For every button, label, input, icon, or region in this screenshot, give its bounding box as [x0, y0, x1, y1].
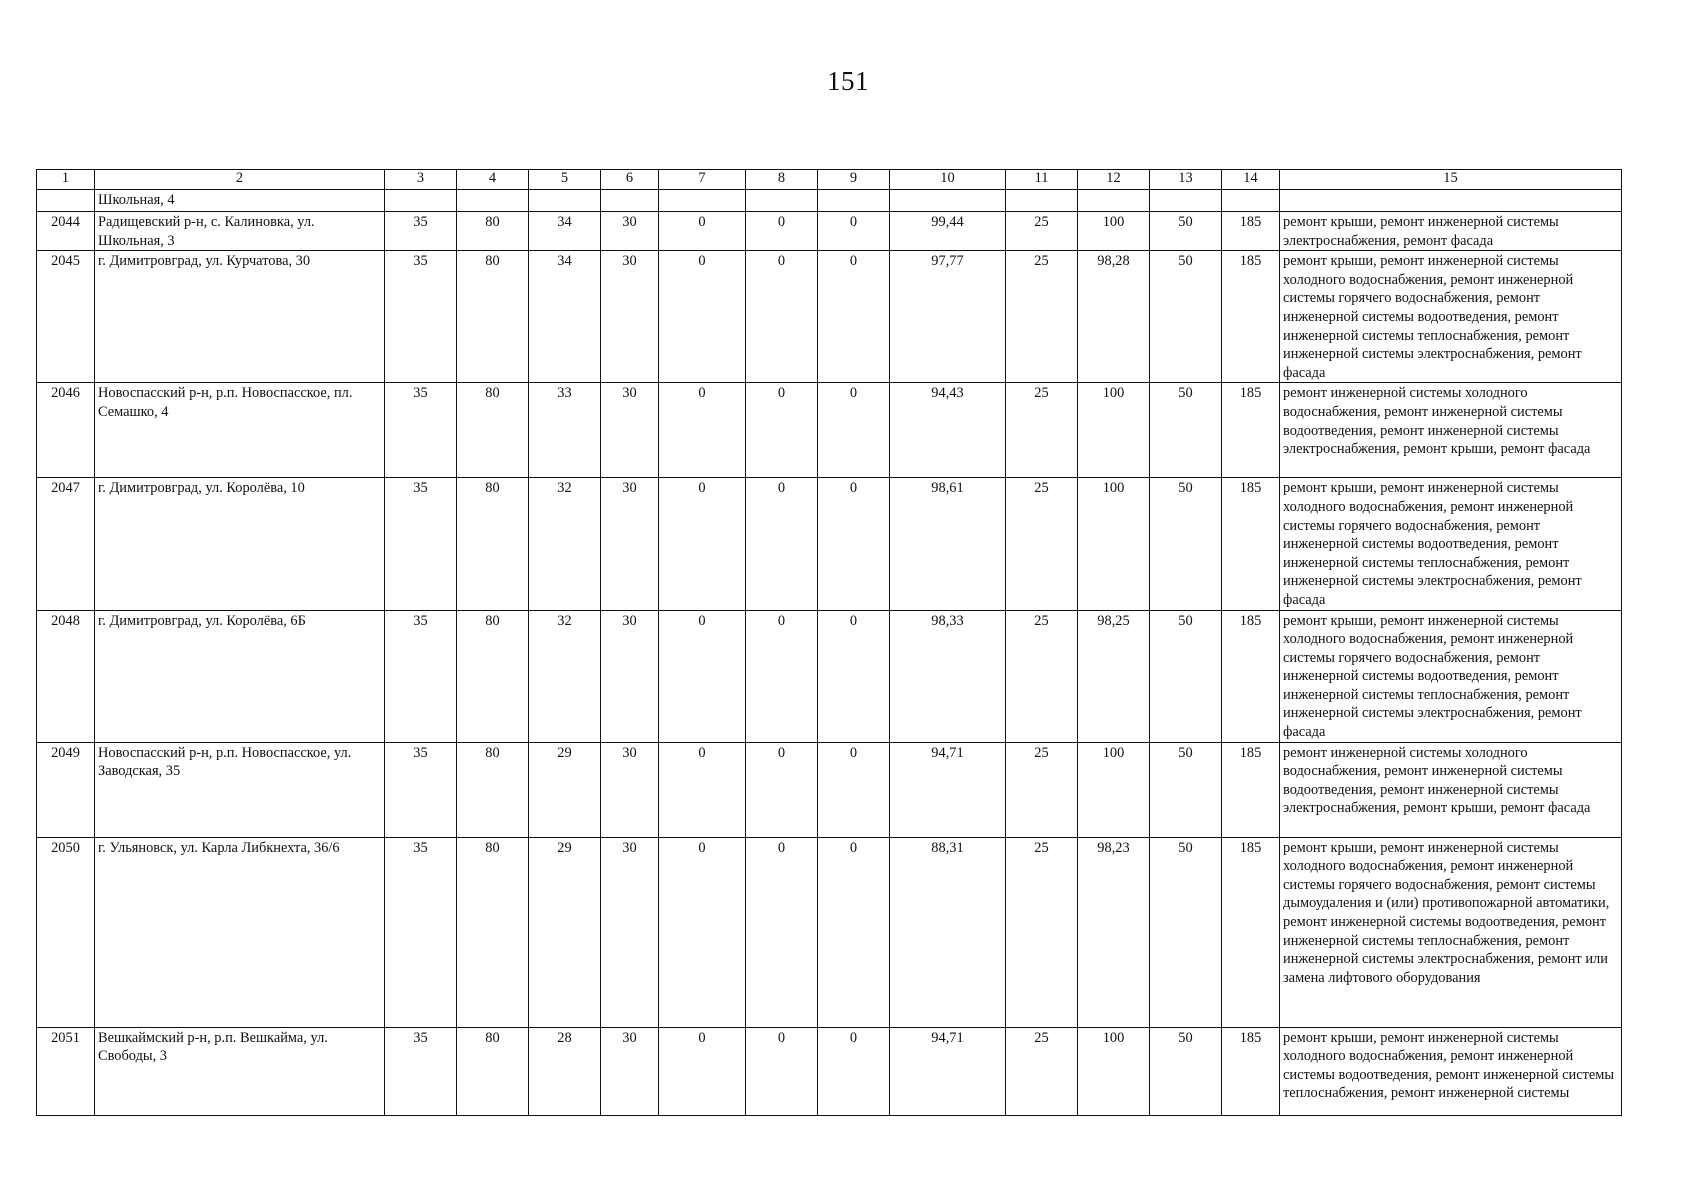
- cell-c5: 34: [529, 212, 601, 251]
- cell-works: ремонт инженерной системы холодного водоснабжения, ремонт инженерной системы водоотведения, ремонт инженерной системы электроснабжения, ремонт крыши, ремонт фасада: [1280, 383, 1622, 478]
- cell-c13: 50: [1150, 478, 1222, 610]
- cell-c3: 35: [385, 251, 457, 383]
- cell-c7: 0: [659, 1027, 746, 1115]
- cell-c13: 50: [1150, 837, 1222, 1027]
- cell-c7: 0: [659, 383, 746, 478]
- cell-c4: 80: [457, 742, 529, 837]
- cell-c5: 28: [529, 1027, 601, 1115]
- cell-c6: 30: [601, 478, 659, 610]
- cell-c7: 0: [659, 610, 746, 742]
- cell-c11: 25: [1006, 212, 1078, 251]
- cell-c6: 30: [601, 1027, 659, 1115]
- cell-c11: 25: [1006, 478, 1078, 610]
- cell-c14: 185: [1222, 212, 1280, 251]
- cell-c7: 0: [659, 251, 746, 383]
- housing-repair-table: [36, 169, 1622, 1116]
- table-row: [37, 742, 1622, 837]
- cell-c8: 0: [746, 610, 818, 742]
- cell-c9: 0: [818, 251, 890, 383]
- cell-c12: 100: [1078, 212, 1150, 251]
- cell-c14: 185: [1222, 1027, 1280, 1115]
- cell-c7: 0: [659, 212, 746, 251]
- column-number-5: 5: [529, 170, 601, 190]
- column-number-13: 13: [1150, 170, 1222, 190]
- cell-c5: 32: [529, 610, 601, 742]
- cell-c14: 185: [1222, 251, 1280, 383]
- cell-c14: 185: [1222, 478, 1280, 610]
- cell-c10: 97,77: [890, 251, 1006, 383]
- cell-id: 2048: [37, 610, 95, 742]
- cell-id: 2047: [37, 478, 95, 610]
- cell-c6: 30: [601, 742, 659, 837]
- cell-c7: 0: [659, 837, 746, 1027]
- cell-c10: 94,71: [890, 742, 1006, 837]
- cell-address: г. Ульяновск, ул. Карла Либкнехта, 36/6: [95, 837, 385, 1027]
- cell-c3: 35: [385, 837, 457, 1027]
- cell-works: ремонт крыши, ремонт инженерной системы холодного водоснабжения, ремонт инженерной системы горячего водоснабжения, ремонт системы дымоудаления и (или) противопожарной автоматики, ремонт инженерной системы водоотведения, ремонт инженерной системы теплоснабжения, ремонт инженерной системы электроснабжения, ремонт или замена лифтового оборудования: [1280, 837, 1622, 1027]
- cell-c14: 185: [1222, 742, 1280, 837]
- cell-c8: 0: [746, 478, 818, 610]
- cell-c5: 33: [529, 383, 601, 478]
- column-number-1: 1: [37, 170, 95, 190]
- cell-works: ремонт крыши, ремонт инженерной системы холодного водоснабжения, ремонт инженерной системы горячего водоснабжения, ремонт инженерной системы водоотведения, ремонт инженерной системы теплоснабжения, ремонт инженерной системы электроснабжения, ремонт фасада: [1280, 610, 1622, 742]
- cell-c11: 25: [1006, 742, 1078, 837]
- cell-c12: 100: [1078, 1027, 1150, 1115]
- cell-c10: 94,71: [890, 1027, 1006, 1115]
- cell-c4: 80: [457, 1027, 529, 1115]
- cell-c8: 0: [746, 212, 818, 251]
- cell-c6: 30: [601, 610, 659, 742]
- cell-c4: 80: [457, 383, 529, 478]
- column-number-4: 4: [457, 170, 529, 190]
- cell-c5: 29: [529, 837, 601, 1027]
- cell-id: [37, 190, 95, 212]
- cell-c11: 25: [1006, 383, 1078, 478]
- cell-c4: 80: [457, 837, 529, 1027]
- table-row: [37, 610, 1622, 742]
- cell-c8: 0: [746, 1027, 818, 1115]
- cell-c4: 80: [457, 212, 529, 251]
- cell-address: Новоспасский р-н, р.п. Новоспасское, ул. Заводская, 35: [95, 742, 385, 837]
- cell-id: 2046: [37, 383, 95, 478]
- cell-c8: 0: [746, 383, 818, 478]
- cell-c12: 100: [1078, 742, 1150, 837]
- column-number-8: 8: [746, 170, 818, 190]
- cell-c11: 25: [1006, 251, 1078, 383]
- cell-c6: 30: [601, 383, 659, 478]
- cell-c3: 35: [385, 383, 457, 478]
- column-number-row: [37, 170, 1622, 190]
- column-number-11: 11: [1006, 170, 1078, 190]
- cell-c4: 80: [457, 478, 529, 610]
- cell-address: Новоспасский р-н, р.п. Новоспасское, пл. Семашко, 4: [95, 383, 385, 478]
- cell-works: ремонт крыши, ремонт инженерной системы холодного водоснабжения, ремонт инженерной системы водоотведения, ремонт инженерной системы теплоснабжения, ремонт инженерной системы: [1280, 1027, 1622, 1115]
- cell-c13: 50: [1150, 212, 1222, 251]
- cell-c11: 25: [1006, 1027, 1078, 1115]
- column-number-2: 2: [95, 170, 385, 190]
- cell-address: Вешкаймский р-н, р.п. Вешкайма, ул. Свободы, 3: [95, 1027, 385, 1115]
- table-row: [37, 837, 1622, 1027]
- cell-c3: 35: [385, 478, 457, 610]
- cell-c9: 0: [818, 212, 890, 251]
- cell-c7: 0: [659, 742, 746, 837]
- cell-id: 2044: [37, 212, 95, 251]
- cell-address: г. Димитровград, ул. Курчатова, 30: [95, 251, 385, 383]
- cell-c13: 50: [1150, 742, 1222, 837]
- cell-address: г. Димитровград, ул. Королёва, 10: [95, 478, 385, 610]
- cell-c13: 50: [1150, 610, 1222, 742]
- cell-c9: 0: [818, 478, 890, 610]
- cell-c6: 30: [601, 837, 659, 1027]
- cell-id: 2045: [37, 251, 95, 383]
- cell-c3: 35: [385, 1027, 457, 1115]
- column-number-6: 6: [601, 170, 659, 190]
- table-row: [37, 383, 1622, 478]
- cell-c9: 0: [818, 837, 890, 1027]
- cell-c12: 98,28: [1078, 251, 1150, 383]
- cell-works: ремонт крыши, ремонт инженерной системы холодного водоснабжения, ремонт инженерной системы горячего водоснабжения, ремонт инженерной системы водоотведения, ремонт инженерной системы теплоснабжения, ремонт инженерной системы электроснабжения, ремонт фасада: [1280, 251, 1622, 383]
- cell-c5: 29: [529, 742, 601, 837]
- cell-c13: 50: [1150, 1027, 1222, 1115]
- cell-c7: 0: [659, 478, 746, 610]
- cell-c10: 88,31: [890, 837, 1006, 1027]
- cell-c11: 25: [1006, 610, 1078, 742]
- cell-c10: 94,43: [890, 383, 1006, 478]
- cell-c12: 98,25: [1078, 610, 1150, 742]
- cell-c9: 0: [818, 742, 890, 837]
- column-number-3: 3: [385, 170, 457, 190]
- cell-id: 2049: [37, 742, 95, 837]
- cell-c10: 99,44: [890, 212, 1006, 251]
- cell-c10: 98,33: [890, 610, 1006, 742]
- cell-c11: 25: [1006, 837, 1078, 1027]
- table-row: [37, 251, 1622, 383]
- column-number-15: 15: [1280, 170, 1622, 190]
- table-row: [37, 478, 1622, 610]
- cell-c6: 30: [601, 251, 659, 383]
- page-number: 151: [827, 66, 869, 96]
- cell-address: Школьная, 4: [95, 190, 385, 212]
- cell-works: ремонт инженерной системы холодного водоснабжения, ремонт инженерной системы водоотведения, ремонт инженерной системы электроснабжения, ремонт крыши, ремонт фасада: [1280, 742, 1622, 837]
- cell-c4: 80: [457, 610, 529, 742]
- cell-c8: 0: [746, 251, 818, 383]
- cell-works: ремонт крыши, ремонт инженерной системы холодного водоснабжения, ремонт инженерной системы горячего водоснабжения, ремонт инженерной системы водоотведения, ремонт инженерной системы теплоснабжения, ремонт инженерной системы электроснабжения, ремонт фасада: [1280, 478, 1622, 610]
- cell-address: г. Димитровград, ул. Королёва, 6Б: [95, 610, 385, 742]
- cell-c14: 185: [1222, 383, 1280, 478]
- cell-c12: 100: [1078, 383, 1150, 478]
- cell-c5: 32: [529, 478, 601, 610]
- column-number-9: 9: [818, 170, 890, 190]
- cell-c12: 98,23: [1078, 837, 1150, 1027]
- cell-c4: 80: [457, 251, 529, 383]
- cell-c9: 0: [818, 610, 890, 742]
- cell-c9: 0: [818, 1027, 890, 1115]
- column-number-7: 7: [659, 170, 746, 190]
- cell-c6: 30: [601, 212, 659, 251]
- cell-c13: 50: [1150, 383, 1222, 478]
- column-number-12: 12: [1078, 170, 1150, 190]
- cell-c3: 35: [385, 212, 457, 251]
- cell-c3: 35: [385, 742, 457, 837]
- table-row: [37, 1027, 1622, 1115]
- cell-works: ремонт крыши, ремонт инженерной системы электроснабжения, ремонт фасада: [1280, 212, 1622, 251]
- cell-c5: 34: [529, 251, 601, 383]
- table-row: [37, 212, 1622, 251]
- cell-id: 2051: [37, 1027, 95, 1115]
- cell-c14: 185: [1222, 837, 1280, 1027]
- cell-c8: 0: [746, 837, 818, 1027]
- cell-c14: 185: [1222, 610, 1280, 742]
- column-number-10: 10: [890, 170, 1006, 190]
- cell-c12: 100: [1078, 478, 1150, 610]
- cell-c8: 0: [746, 742, 818, 837]
- cell-c13: 50: [1150, 251, 1222, 383]
- cell-c9: 0: [818, 383, 890, 478]
- cell-address: Радищевский р-н, с. Калиновка, ул. Школьная, 3: [95, 212, 385, 251]
- cell-id: 2050: [37, 837, 95, 1027]
- column-number-14: 14: [1222, 170, 1280, 190]
- cell-c3: 35: [385, 610, 457, 742]
- continuation-row: [37, 190, 1622, 212]
- cell-c10: 98,61: [890, 478, 1006, 610]
